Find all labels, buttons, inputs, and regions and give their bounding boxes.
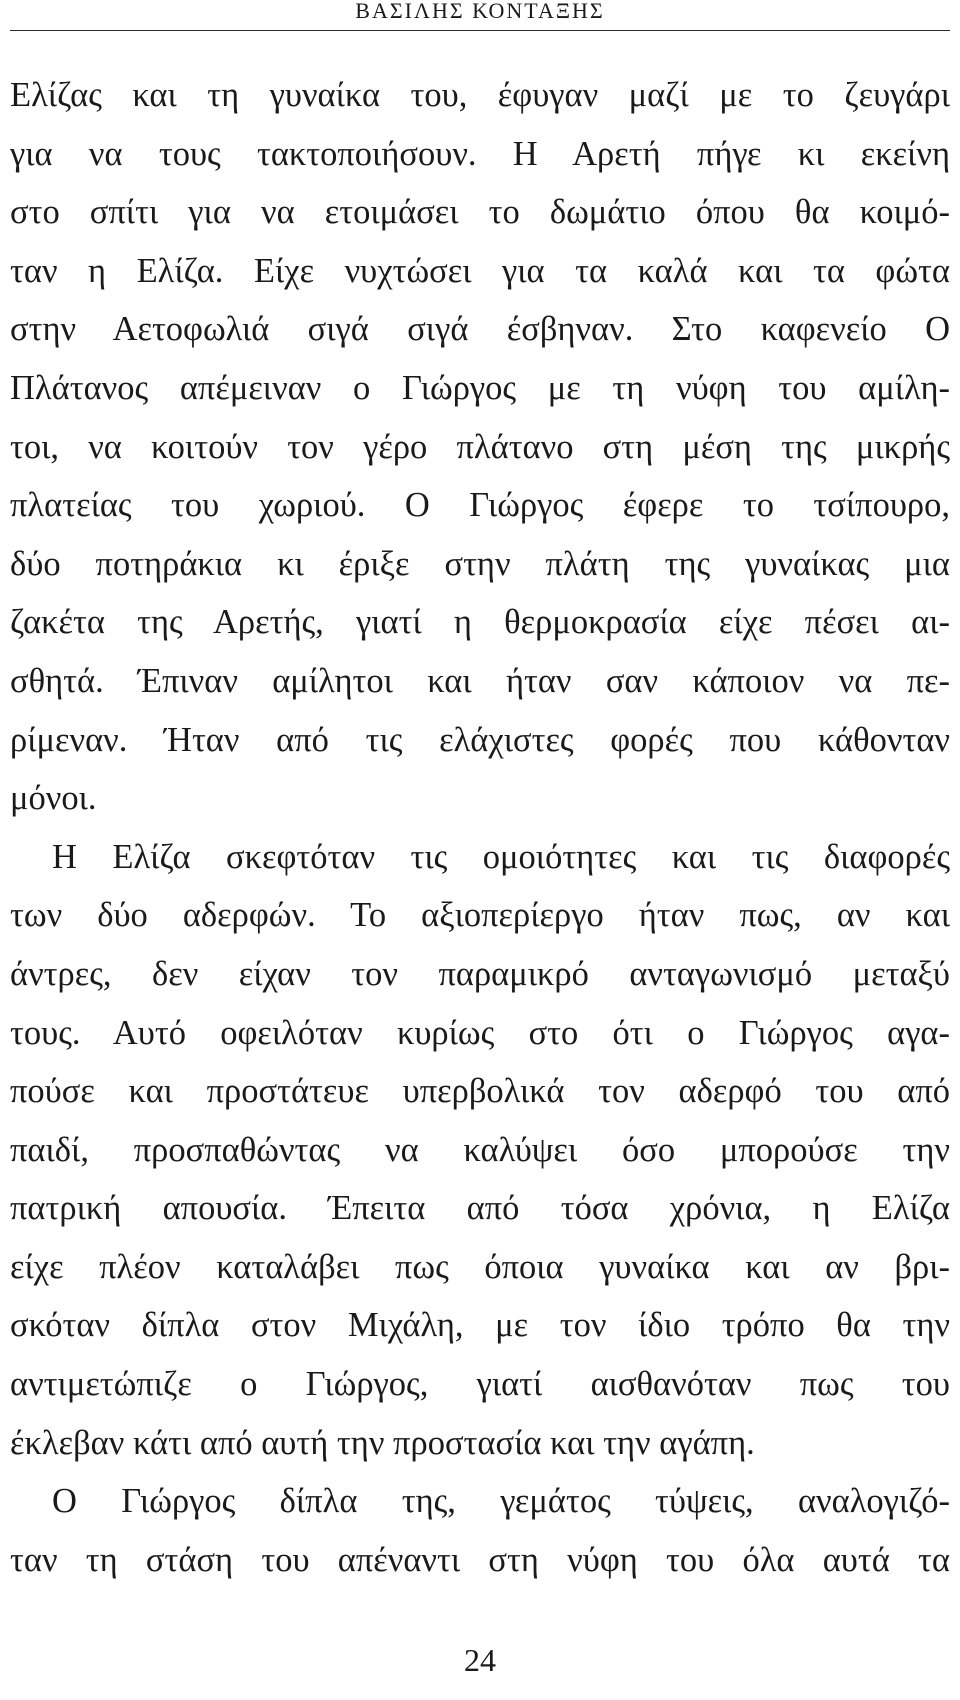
text-line: πούσε και προστάτευε υπερβολικά τον αδερφό του από <box>10 1072 950 1111</box>
text-line: πατρική απουσία. Έπειτα από τόσα χρόνια, η Ελίζα <box>10 1189 950 1228</box>
text-line: για να τους τακτοποιήσουν. Η Αρετή πήγε κι εκείνη <box>10 134 950 173</box>
page-body-text <box>10 66 950 1589</box>
text-line-paragraph-start: Ο Γιώργος δίπλα της, γεμάτος τύψεις, αναλογιζό- <box>52 1482 950 1521</box>
text-line: αντιμετώπιζε ο Γιώργος, γιατί αισθανόταν πως του <box>10 1365 950 1404</box>
running-header <box>10 0 950 31</box>
text-line: άντρες, δεν είχαν τον παραμικρό ανταγωνισμό μεταξύ <box>10 954 950 993</box>
text-line: πλατείας του χωριού. Ο Γιώργος έφερε το τσίπουρο, <box>10 486 950 525</box>
text-line: παιδί, προσπαθώντας να καλύψει όσο μπορούσε την <box>10 1130 950 1169</box>
text-line: τοι, να κοιτούν τον γέρο πλάτανο στη μέση της μικρής <box>10 427 950 466</box>
page-number: 24 <box>464 1642 496 1678</box>
text-line: Ελίζας και τη γυναίκα του, έφυγαν μαζί με το ζευγάρι <box>10 76 950 114</box>
text-line-paragraph-end: έκλεβαν κάτι από αυτή την προστασία και την αγάπη. <box>10 1423 755 1462</box>
text-line: στην Αετοφωλιά σιγά σιγά έσβηναν. Στο καφενείο Ο <box>10 310 950 349</box>
text-line: ταν η Ελίζα. Είχε νυχτώσει για τα καλά και τα φώτα <box>10 251 950 290</box>
text-line: σκόταν δίπλα στον Μιχάλη, με τον ίδιο τρόπο θα την <box>10 1306 950 1345</box>
text-line: Πλάτανος απέμειναν ο Γιώργος με τη νύφη του αμίλη- <box>10 368 950 407</box>
text-line: δύο ποτηράκια κι έριξε στην πλάτη της γυναίκας μια <box>10 544 950 583</box>
text-line: σθητά. Έπιναν αμίλητοι και ήταν σαν κάποιον να πε- <box>10 661 950 700</box>
running-title: ΒΑΣΙΛΗΣ ΚΟΝΤΑΞΗΣ <box>355 0 605 23</box>
text-line: των δύο αδερφών. Το αξιοπερίεργο ήταν πως, αν και <box>10 896 950 935</box>
text-line: ζακέτα της Αρετής, γιατί η θερμοκρασία είχε πέσει αι- <box>10 603 950 642</box>
text-line: τους. Αυτό οφειλόταν κυρίως στο ότι ο Γιώργος αγα- <box>10 1013 950 1052</box>
text-line: ταν τη στάση του απέναντι στη νύφη του όλα αυτά τα <box>10 1540 950 1579</box>
text-line-paragraph-end: μόνοι. <box>10 779 97 818</box>
text-line: στο σπίτι για να ετοιμάσει το δωμάτιο όπου θα κοιμό- <box>10 193 950 232</box>
text-line: είχε πλέον καταλάβει πως όποια γυναίκα και αν βρι- <box>10 1247 950 1286</box>
text-line-paragraph-start: Η Ελίζα σκεφτόταν τις ομοιότητες και τις διαφορές <box>52 837 950 876</box>
text-line: ρίμεναν. Ήταν από τις ελάχιστες φορές που κάθονταν <box>10 720 950 759</box>
